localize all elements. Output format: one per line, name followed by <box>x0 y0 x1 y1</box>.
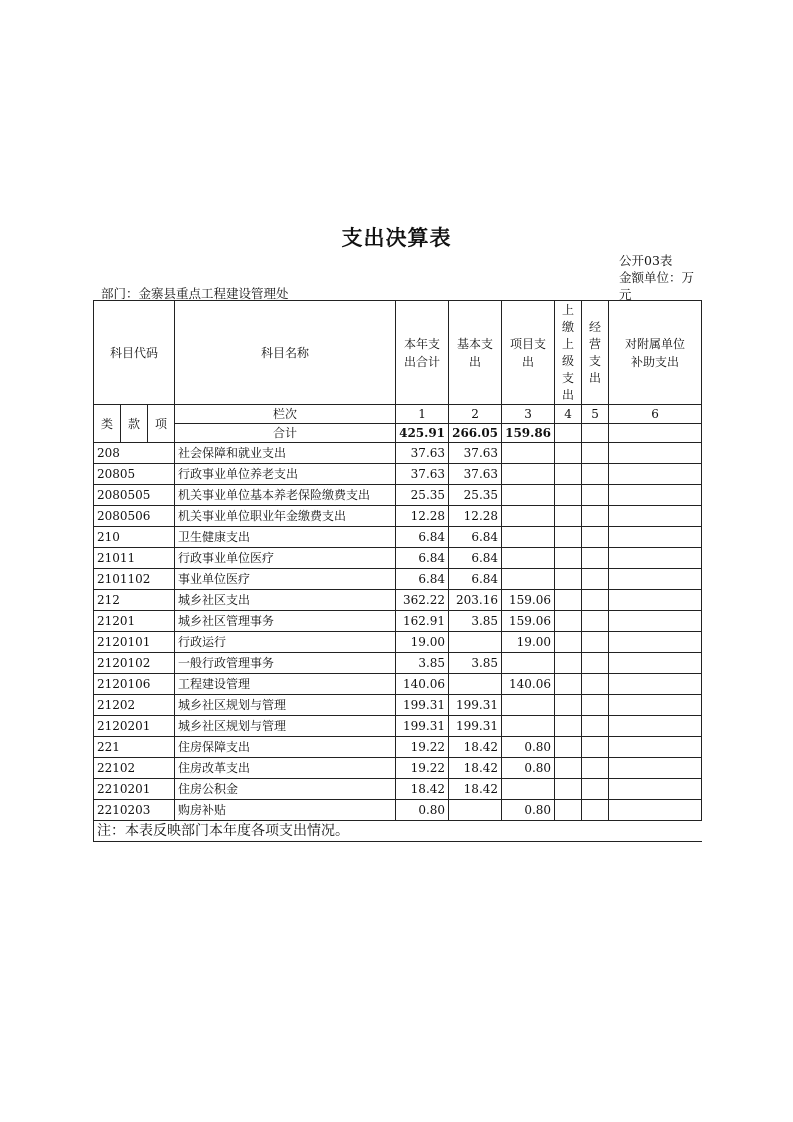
row-name: 机关事业单位职业年金缴费支出 <box>175 506 396 527</box>
row-project: 0.80 <box>502 758 555 779</box>
note-row <box>94 821 702 842</box>
row-subsidy <box>609 779 702 800</box>
amount-unit: 金额单位：万元 <box>619 270 695 302</box>
row-upper <box>555 443 582 464</box>
row-name: 购房补贴 <box>175 800 396 821</box>
row-code: 2080506 <box>94 506 175 527</box>
row-business <box>582 653 609 674</box>
row-subsidy <box>609 485 702 506</box>
row-total: 25.35 <box>396 485 449 506</box>
header-subsidy: 对附属单位补助支出 <box>609 301 702 405</box>
col-num-6: 6 <box>609 405 702 424</box>
header-row <box>94 301 702 405</box>
row-code: 2120102 <box>94 653 175 674</box>
row-upper <box>555 695 582 716</box>
row-basic: 203.16 <box>449 590 502 611</box>
header-business: 经营支出 <box>582 301 609 405</box>
row-subsidy <box>609 611 702 632</box>
table-row <box>94 590 702 611</box>
row-project <box>502 716 555 737</box>
row-code: 2120201 <box>94 716 175 737</box>
row-subsidy <box>609 737 702 758</box>
row-subsidy <box>609 527 702 548</box>
col-num-5: 5 <box>582 405 609 424</box>
row-subsidy <box>609 464 702 485</box>
row-business <box>582 611 609 632</box>
table-row <box>94 695 702 716</box>
row-basic: 6.84 <box>449 548 502 569</box>
row-business <box>582 506 609 527</box>
row-subsidy <box>609 800 702 821</box>
row-code: 2120101 <box>94 632 175 653</box>
row-project <box>502 443 555 464</box>
row-code: 20805 <box>94 464 175 485</box>
col-num-2: 2 <box>449 405 502 424</box>
table-row <box>94 611 702 632</box>
row-name: 城乡社区规划与管理 <box>175 716 396 737</box>
header-code: 科目代码 <box>94 301 175 405</box>
row-business <box>582 779 609 800</box>
header-lanci: 栏次 <box>175 405 396 424</box>
table-row <box>94 464 702 485</box>
row-upper <box>555 632 582 653</box>
row-project <box>502 695 555 716</box>
column-number-row <box>94 405 702 424</box>
row-name: 行政运行 <box>175 632 396 653</box>
totals-total: 425.91 <box>396 424 449 443</box>
row-subsidy <box>609 590 702 611</box>
table-row <box>94 548 702 569</box>
header-project: 项目支出 <box>502 301 555 405</box>
row-project <box>502 569 555 590</box>
row-total: 6.84 <box>396 569 449 590</box>
header-total: 本年支出合计 <box>396 301 449 405</box>
table-row <box>94 443 702 464</box>
row-name: 行政事业单位医疗 <box>175 548 396 569</box>
table-row <box>94 779 702 800</box>
row-business <box>582 464 609 485</box>
table-row <box>94 716 702 737</box>
table-row <box>94 674 702 695</box>
row-basic: 25.35 <box>449 485 502 506</box>
header-name: 科目名称 <box>175 301 396 405</box>
row-business <box>582 590 609 611</box>
table-row <box>94 485 702 506</box>
row-code: 2080505 <box>94 485 175 506</box>
row-project: 159.06 <box>502 590 555 611</box>
row-business <box>582 443 609 464</box>
row-code: 208 <box>94 443 175 464</box>
row-upper <box>555 653 582 674</box>
row-business <box>582 695 609 716</box>
row-basic: 37.63 <box>449 443 502 464</box>
row-subsidy <box>609 569 702 590</box>
row-code: 210 <box>94 527 175 548</box>
header-basic: 基本支出 <box>449 301 502 405</box>
row-total: 362.22 <box>396 590 449 611</box>
row-code: 2210201 <box>94 779 175 800</box>
row-upper <box>555 779 582 800</box>
header-lei: 类 <box>94 405 121 443</box>
header-kuan: 款 <box>121 405 148 443</box>
row-basic: 3.85 <box>449 611 502 632</box>
row-upper <box>555 464 582 485</box>
row-basic: 199.31 <box>449 695 502 716</box>
table-row <box>94 506 702 527</box>
row-total: 12.28 <box>396 506 449 527</box>
row-project: 0.80 <box>502 800 555 821</box>
row-total: 6.84 <box>396 527 449 548</box>
row-name: 住房保障支出 <box>175 737 396 758</box>
row-name: 城乡社区支出 <box>175 590 396 611</box>
table-row <box>94 653 702 674</box>
row-name: 行政事业单位养老支出 <box>175 464 396 485</box>
table-row <box>94 569 702 590</box>
totals-basic: 266.05 <box>449 424 502 443</box>
row-code: 21202 <box>94 695 175 716</box>
row-basic: 6.84 <box>449 527 502 548</box>
totals-upper <box>555 424 582 443</box>
row-name: 城乡社区规划与管理 <box>175 695 396 716</box>
row-upper <box>555 590 582 611</box>
row-subsidy <box>609 548 702 569</box>
row-project <box>502 506 555 527</box>
row-business <box>582 569 609 590</box>
form-number: 公开03表 <box>619 253 673 268</box>
row-total: 18.42 <box>396 779 449 800</box>
row-basic <box>449 800 502 821</box>
row-total: 19.22 <box>396 758 449 779</box>
row-code: 2101102 <box>94 569 175 590</box>
row-code: 22102 <box>94 758 175 779</box>
row-project: 0.80 <box>502 737 555 758</box>
row-upper <box>555 800 582 821</box>
row-basic: 6.84 <box>449 569 502 590</box>
row-total: 3.85 <box>396 653 449 674</box>
table-meta <box>619 252 703 303</box>
row-total: 140.06 <box>396 674 449 695</box>
row-business <box>582 548 609 569</box>
row-business <box>582 674 609 695</box>
row-name: 工程建设管理 <box>175 674 396 695</box>
row-project: 159.06 <box>502 611 555 632</box>
row-basic: 18.42 <box>449 758 502 779</box>
row-upper <box>555 611 582 632</box>
row-subsidy <box>609 443 702 464</box>
row-upper <box>555 527 582 548</box>
table-row <box>94 737 702 758</box>
row-total: 0.80 <box>396 800 449 821</box>
row-project <box>502 548 555 569</box>
row-code: 212 <box>94 590 175 611</box>
row-project <box>502 653 555 674</box>
row-total: 199.31 <box>396 716 449 737</box>
table-row <box>94 527 702 548</box>
row-subsidy <box>609 695 702 716</box>
row-total: 199.31 <box>396 695 449 716</box>
row-upper <box>555 506 582 527</box>
totals-subsidy <box>609 424 702 443</box>
totals-row <box>94 424 702 443</box>
row-project <box>502 527 555 548</box>
row-total: 37.63 <box>396 443 449 464</box>
row-business <box>582 716 609 737</box>
totals-project: 159.86 <box>502 424 555 443</box>
row-basic <box>449 674 502 695</box>
row-upper <box>555 485 582 506</box>
col-num-1: 1 <box>396 405 449 424</box>
row-project <box>502 464 555 485</box>
row-name: 社会保障和就业支出 <box>175 443 396 464</box>
row-subsidy <box>609 674 702 695</box>
row-subsidy <box>609 506 702 527</box>
row-basic: 18.42 <box>449 779 502 800</box>
row-subsidy <box>609 632 702 653</box>
row-upper <box>555 569 582 590</box>
row-total: 19.00 <box>396 632 449 653</box>
row-basic: 18.42 <box>449 737 502 758</box>
row-name: 卫生健康支出 <box>175 527 396 548</box>
row-upper <box>555 548 582 569</box>
row-upper <box>555 716 582 737</box>
table-row <box>94 800 702 821</box>
department-label: 部门：金寨县重点工程建设管理处 <box>101 286 289 301</box>
row-name: 一般行政管理事务 <box>175 653 396 674</box>
row-project <box>502 779 555 800</box>
row-name: 城乡社区管理事务 <box>175 611 396 632</box>
row-code: 221 <box>94 737 175 758</box>
header-xiang: 项 <box>148 405 175 443</box>
row-code: 2210203 <box>94 800 175 821</box>
row-subsidy <box>609 716 702 737</box>
row-upper <box>555 737 582 758</box>
header-upper: 上缴上级支出 <box>555 301 582 405</box>
row-upper <box>555 758 582 779</box>
row-basic: 3.85 <box>449 653 502 674</box>
table-row <box>94 632 702 653</box>
row-total: 162.91 <box>396 611 449 632</box>
page-title: 支出决算表 <box>341 226 452 250</box>
row-basic: 199.31 <box>449 716 502 737</box>
table-note: 注：本表反映部门本年度各项支出情况。 <box>94 821 702 842</box>
row-subsidy <box>609 758 702 779</box>
row-business <box>582 737 609 758</box>
row-project <box>502 485 555 506</box>
row-basic: 12.28 <box>449 506 502 527</box>
row-total: 6.84 <box>396 548 449 569</box>
row-total: 19.22 <box>396 737 449 758</box>
row-project: 140.06 <box>502 674 555 695</box>
totals-label: 合计 <box>175 424 396 443</box>
col-num-3: 3 <box>502 405 555 424</box>
row-total: 37.63 <box>396 464 449 485</box>
totals-business <box>582 424 609 443</box>
row-subsidy <box>609 653 702 674</box>
row-business <box>582 632 609 653</box>
row-business <box>582 758 609 779</box>
row-project: 19.00 <box>502 632 555 653</box>
col-num-4: 4 <box>555 405 582 424</box>
table-row <box>94 758 702 779</box>
row-name: 住房公积金 <box>175 779 396 800</box>
row-code: 21201 <box>94 611 175 632</box>
row-name: 事业单位医疗 <box>175 569 396 590</box>
row-basic <box>449 632 502 653</box>
row-code: 21011 <box>94 548 175 569</box>
row-business <box>582 800 609 821</box>
expenditure-table <box>93 300 702 842</box>
row-code: 2120106 <box>94 674 175 695</box>
row-name: 机关事业单位基本养老保险缴费支出 <box>175 485 396 506</box>
row-name: 住房改革支出 <box>175 758 396 779</box>
row-business <box>582 527 609 548</box>
row-business <box>582 485 609 506</box>
row-upper <box>555 674 582 695</box>
row-basic: 37.63 <box>449 464 502 485</box>
